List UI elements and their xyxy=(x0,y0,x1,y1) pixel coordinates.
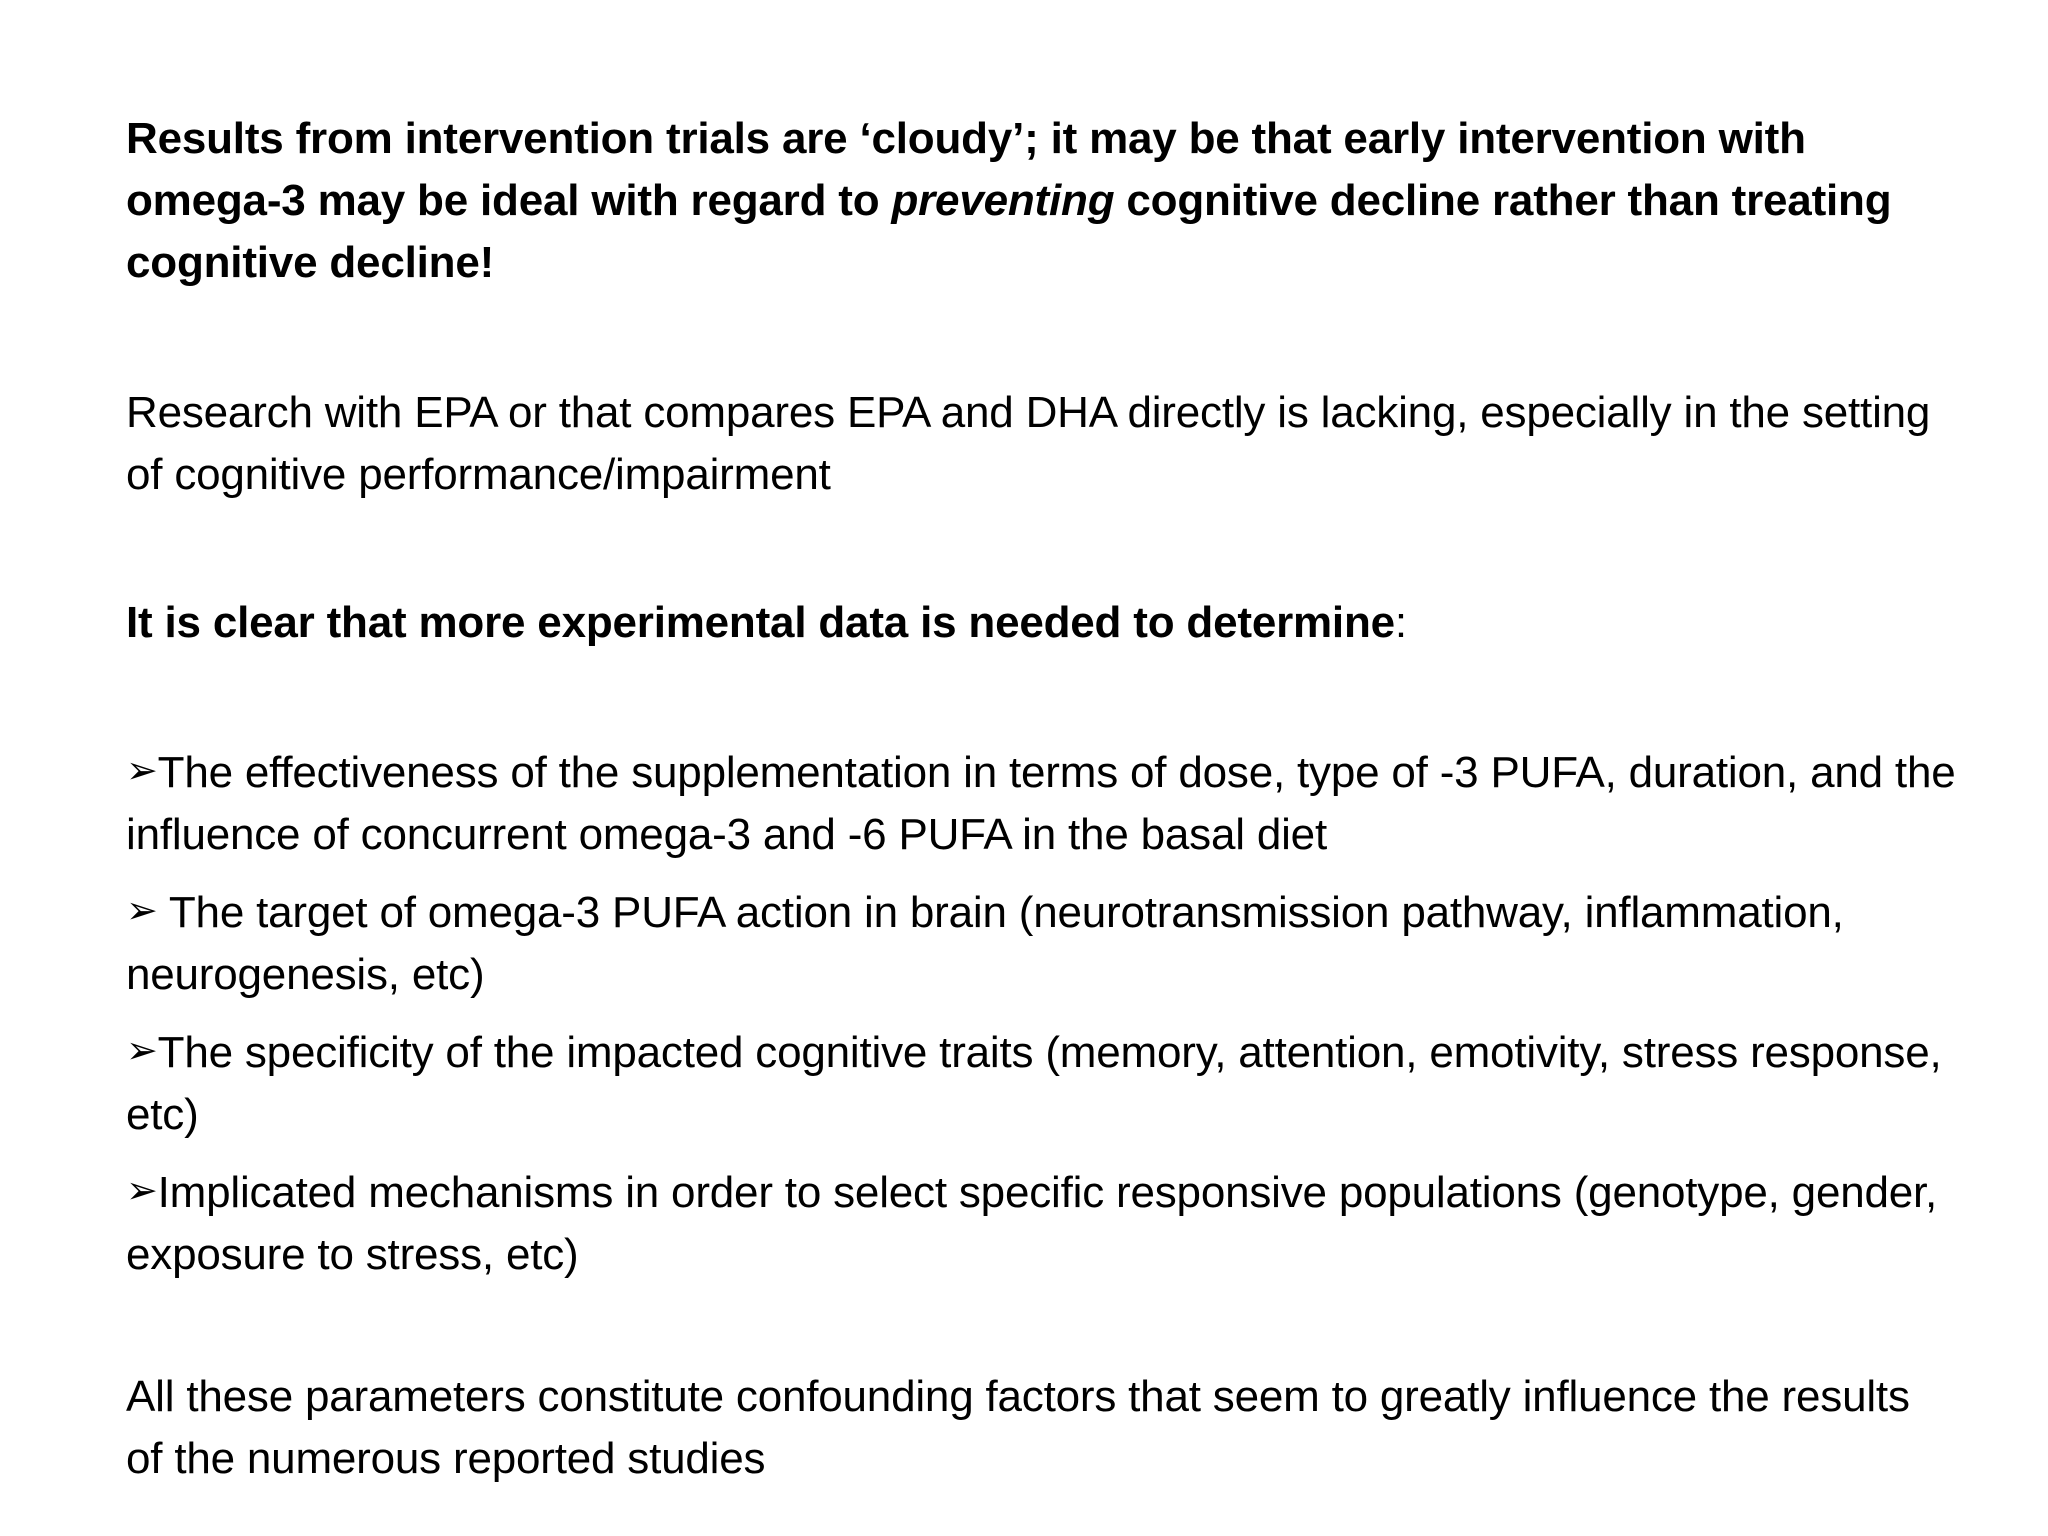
bullet-list xyxy=(126,740,1956,1300)
arrowhead-icon: ➢ xyxy=(126,1030,158,1072)
clear-heading-text: It is clear that more experimental data is needed to determine xyxy=(126,598,1395,647)
intro-paragraph xyxy=(126,108,1956,294)
bullet-text: The effectiveness of the supplementation in terms of dose, type of -3 PUFA, duration, and the influence of concurrent omega-3 and -6 PUFA in the basal diet xyxy=(126,748,1956,859)
clear-heading-colon: : xyxy=(1394,598,1407,647)
bullet-item xyxy=(126,740,1956,866)
clear-heading xyxy=(126,592,1956,654)
bullet-item xyxy=(126,880,1956,1006)
intro-emphasis: preventing xyxy=(891,176,1115,225)
research-paragraph: Research with EPA or that compares EPA and DHA directly is lacking, especially in the setting of cognitive performance/impairment xyxy=(126,388,1931,499)
arrowhead-icon: ➢ xyxy=(126,1170,158,1212)
intro-text-start: Results from intervention trials are ‘cloudy’; it may be that early intervention with omega-3 may be ideal with regard to xyxy=(126,114,1806,225)
arrowhead-icon: ➢ xyxy=(126,890,158,932)
bullet-text: The target of omega-3 PUFA action in brain (neurotransmission pathway, inflammation, neurogenesis, etc) xyxy=(126,888,1844,999)
bullet-text: Implicated mechanisms in order to select specific responsive populations (genotype, gender, exposure to stress, etc) xyxy=(126,1168,1938,1279)
intro-text-end: cognitive decline rather than treating cognitive decline! xyxy=(126,176,1892,287)
bullet-item xyxy=(126,1020,1956,1146)
closing-paragraph: All these parameters constitute confounding factors that seem to greatly influence the results of the numerous reported studies xyxy=(126,1372,1910,1483)
bullet-text: The specificity of the impacted cognitive traits (memory, attention, emotivity, stress response, etc) xyxy=(126,1028,1942,1139)
arrowhead-icon: ➢ xyxy=(126,750,158,792)
bullet-item xyxy=(126,1160,1956,1286)
